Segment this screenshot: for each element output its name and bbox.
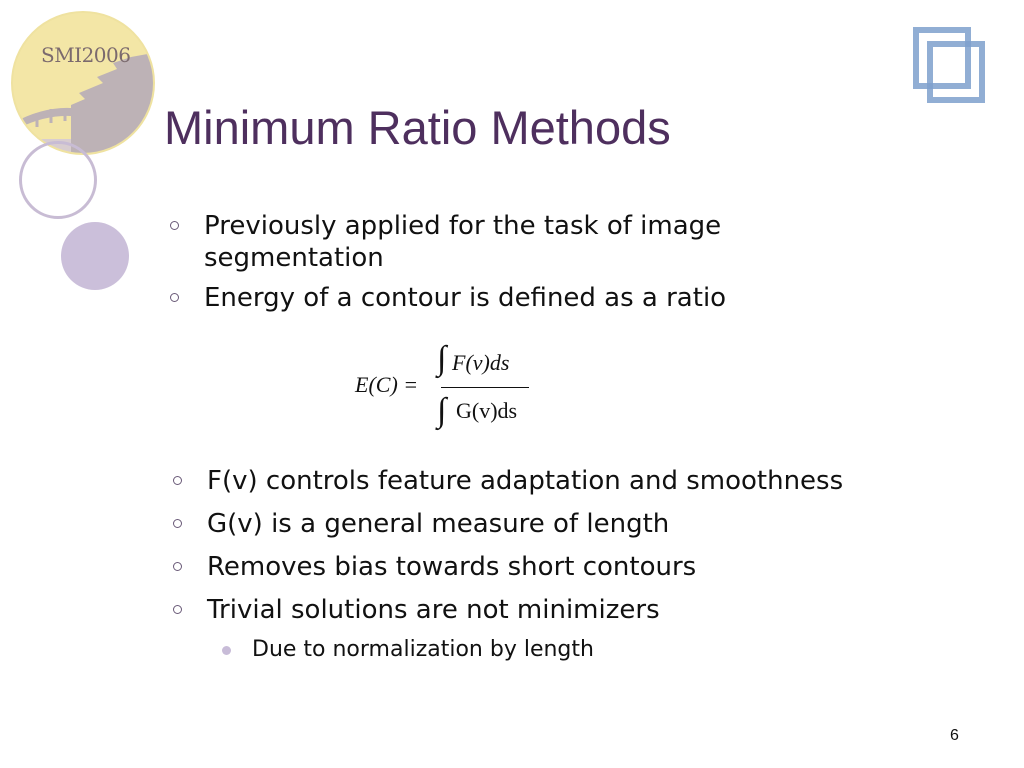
integral-icon: ∫ [437,340,447,377]
equation-lhs-text: E(C) = [355,372,419,397]
bullet-item [166,210,846,274]
hollow-circle-bullet-icon [170,293,179,302]
logo-text: SMI2006 [41,43,131,67]
sub-bullet-list [220,636,594,664]
bullet-text: G(v) is a general measure of length [207,509,670,539]
bottom-bullet-list [169,464,989,636]
bullet-item [169,464,989,498]
equation-denominator: G(v)ds [456,398,518,423]
slide-title: Minimum Ratio Methods [164,101,671,154]
fraction-bar [441,387,529,388]
integral-icon: ∫ [437,392,447,429]
smi2006-logo [11,11,155,155]
pagoda-bridge-icon [13,13,153,153]
equation-numerator [452,350,509,376]
filled-dot-bullet-icon [222,646,231,655]
bullet-text: Removes bias towards short contours [207,552,697,582]
hollow-circle-bullet-icon [173,562,182,571]
bullet-item [169,593,989,627]
bullet-item [166,282,846,314]
top-bullet-list [166,210,846,322]
hollow-circle-bullet-icon [173,519,182,528]
sub-bullet-item [220,636,594,664]
bullet-text: Previously applied for the task of image segmentation [204,211,722,273]
bullet-text: Trivial solutions are not minimizers [207,595,660,625]
bullet-item [169,550,989,584]
hollow-circle-bullet-icon [173,605,182,614]
equation-lhs [355,372,418,398]
hollow-circle-bullet-icon [173,476,182,485]
overlapping-squares-icon [912,26,988,106]
hollow-circle-bullet-icon [170,221,179,230]
decorative-dot [61,222,129,290]
bullet-text: F(v) controls feature adaptation and smoothness [207,466,844,496]
decorative-ring [19,141,97,219]
sub-bullet-text: Due to normalization by length [252,637,594,662]
bullet-item [169,507,989,541]
page-number: 6 [950,727,959,744]
equation-numerator-text: F(v)ds [452,350,510,375]
bullet-text: Energy of a contour is defined as a ratio [204,283,727,313]
